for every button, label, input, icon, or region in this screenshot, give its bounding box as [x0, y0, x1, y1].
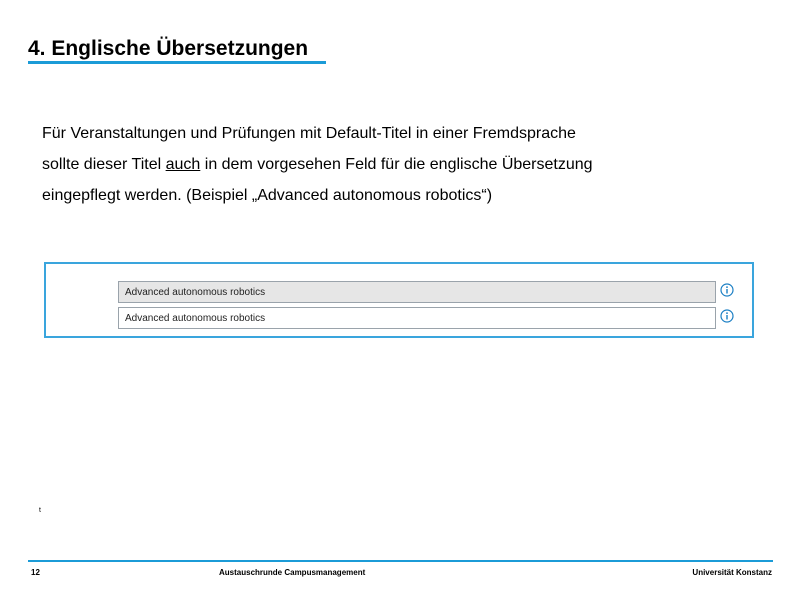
title-field[interactable]: [118, 281, 716, 303]
footer-rule: [28, 560, 773, 562]
stray-mark: t: [39, 507, 41, 514]
page-number: 12: [31, 568, 40, 577]
info-icon[interactable]: [720, 309, 734, 323]
paragraph-line-1: Für Veranstaltungen und Prüfungen mit Default-Titel in einer Fremdsprache: [42, 125, 576, 142]
title-row: [46, 281, 752, 303]
paragraph-line-2b: in dem vorgesehen Feld für die englische Übersetzung: [200, 156, 593, 173]
english-title-row: [46, 307, 752, 329]
page-title: 4. Englische Übersetzungen: [28, 37, 309, 60]
instruction-paragraph: [42, 118, 742, 211]
title-underline: [28, 61, 326, 64]
english-title-field[interactable]: [118, 307, 716, 329]
emphasis-auch: auch: [165, 156, 201, 173]
paragraph-line-2a: sollte dieser Titel: [42, 156, 166, 173]
info-icon[interactable]: [720, 283, 734, 297]
footer-institution: Universität Konstanz: [692, 568, 772, 577]
form-screenshot-panel: [44, 262, 754, 338]
paragraph-line-3: eingepflegt werden. (Beispiel „Advanced autonomous robotics“): [42, 187, 493, 204]
footer-event-name: Austauschrunde Campusmanagement: [219, 568, 366, 577]
